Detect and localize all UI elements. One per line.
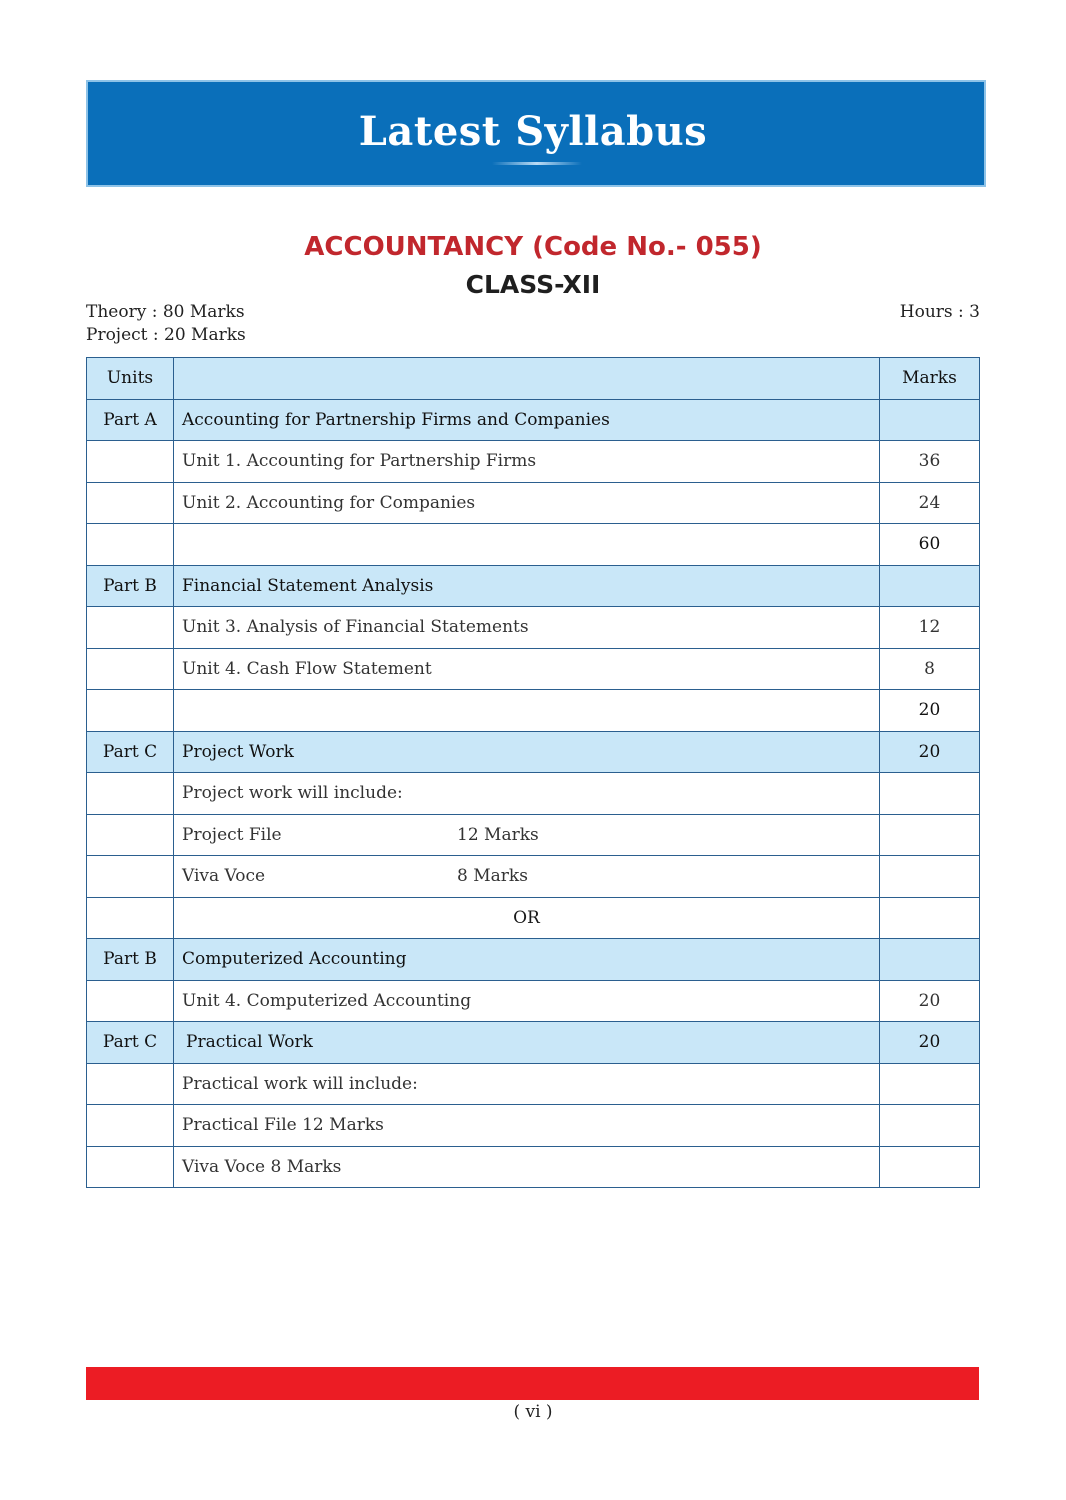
desc-cell [174,814,880,856]
marks-cell [880,1105,980,1147]
table-row [87,607,980,649]
marks-cell [880,399,980,441]
subtotal-cell: 20 [880,690,980,732]
unit-cell [87,1063,174,1105]
desc-cell: Unit 1. Accounting for Partnership Firms [174,441,880,483]
desc-cell: Practical work will include: [174,1063,880,1105]
unit-cell: Part C [87,1022,174,1064]
desc-cell: Unit 4. Computerized Accounting [174,980,880,1022]
table-row [87,565,980,607]
unit-cell: Part B [87,565,174,607]
marks-cell [880,1146,980,1188]
marks-cell [880,1063,980,1105]
class-title: CLASS-XII [465,270,601,299]
table-row [87,731,980,773]
unit-cell [87,1105,174,1147]
banner-title: Latest Syllabus [358,108,708,155]
marks-cell: 20 [880,980,980,1022]
table-header-row [87,358,980,400]
table-row [87,856,980,898]
table-row [87,482,980,524]
marks-cell: 8 [880,648,980,690]
unit-cell [87,773,174,815]
marks-cell: 20 [880,731,980,773]
desc-cell: Unit 2. Accounting for Companies [174,482,880,524]
desc-cell [174,856,880,898]
marks-cell [880,773,980,815]
unit-cell [87,897,174,939]
unit-cell: Part C [87,731,174,773]
or-separator: OR [174,897,880,939]
unit-cell: Part A [87,399,174,441]
table-row [87,441,980,483]
table-row [87,814,980,856]
unit-cell [87,856,174,898]
unit-cell [87,1146,174,1188]
banner-underline [492,162,582,165]
table-row [87,773,980,815]
unit-cell: Part B [87,939,174,981]
table-row [87,1063,980,1105]
table-row [87,897,980,939]
component-marks: 8 Marks [457,866,528,887]
project-marks: Project : 20 Marks [86,325,246,345]
marks-cell [880,897,980,939]
subtotal-cell: 60 [880,524,980,566]
desc-cell: Financial Statement Analysis [174,565,880,607]
desc-cell: Project work will include: [174,773,880,815]
unit-cell [87,980,174,1022]
marks-cell [880,856,980,898]
theory-marks: Theory : 80 Marks [86,302,245,322]
footer-bar [86,1367,979,1400]
table-row [87,399,980,441]
marks-cell: 24 [880,482,980,524]
header-marks: Marks [880,358,980,400]
desc-cell: Accounting for Partnership Firms and Companies [174,399,880,441]
unit-cell [87,524,174,566]
marks-cell [880,565,980,607]
unit-cell [87,482,174,524]
desc-cell: Viva Voce 8 Marks [174,1146,880,1188]
header-units: Units [87,358,174,400]
unit-cell [87,607,174,649]
unit-cell [87,690,174,732]
hours: Hours : 3 [899,302,980,322]
desc-cell: Project Work [174,731,880,773]
table-row [87,524,980,566]
component-marks: 12 Marks [457,824,539,845]
header-title [174,358,880,400]
table-row [87,1022,980,1064]
marks-cell: 36 [880,441,980,483]
desc-cell: Unit 4. Cash Flow Statement [174,648,880,690]
unit-cell [87,648,174,690]
desc-cell: Practical Work [174,1022,880,1064]
table-row [87,1105,980,1147]
table-row [87,939,980,981]
desc-cell: Unit 3. Analysis of Financial Statements [174,607,880,649]
table-row [87,1146,980,1188]
component-label: Project File [182,824,282,845]
marks-cell: 12 [880,607,980,649]
marks-cell: 20 [880,1022,980,1064]
page-number: ( vi ) [513,1402,553,1422]
table-row [87,690,980,732]
unit-cell [87,441,174,483]
desc-cell: Practical File 12 Marks [174,1105,880,1147]
unit-cell [87,814,174,856]
marks-cell [880,939,980,981]
desc-cell: Computerized Accounting [174,939,880,981]
table-row [87,648,980,690]
component-label: Viva Voce [182,866,266,887]
desc-cell [174,690,880,732]
subject-title: ACCOUNTANCY (Code No.- 055) [304,232,762,262]
desc-cell [174,524,880,566]
marks-cell [880,814,980,856]
table-row [87,980,980,1022]
syllabus-table [86,357,980,1188]
